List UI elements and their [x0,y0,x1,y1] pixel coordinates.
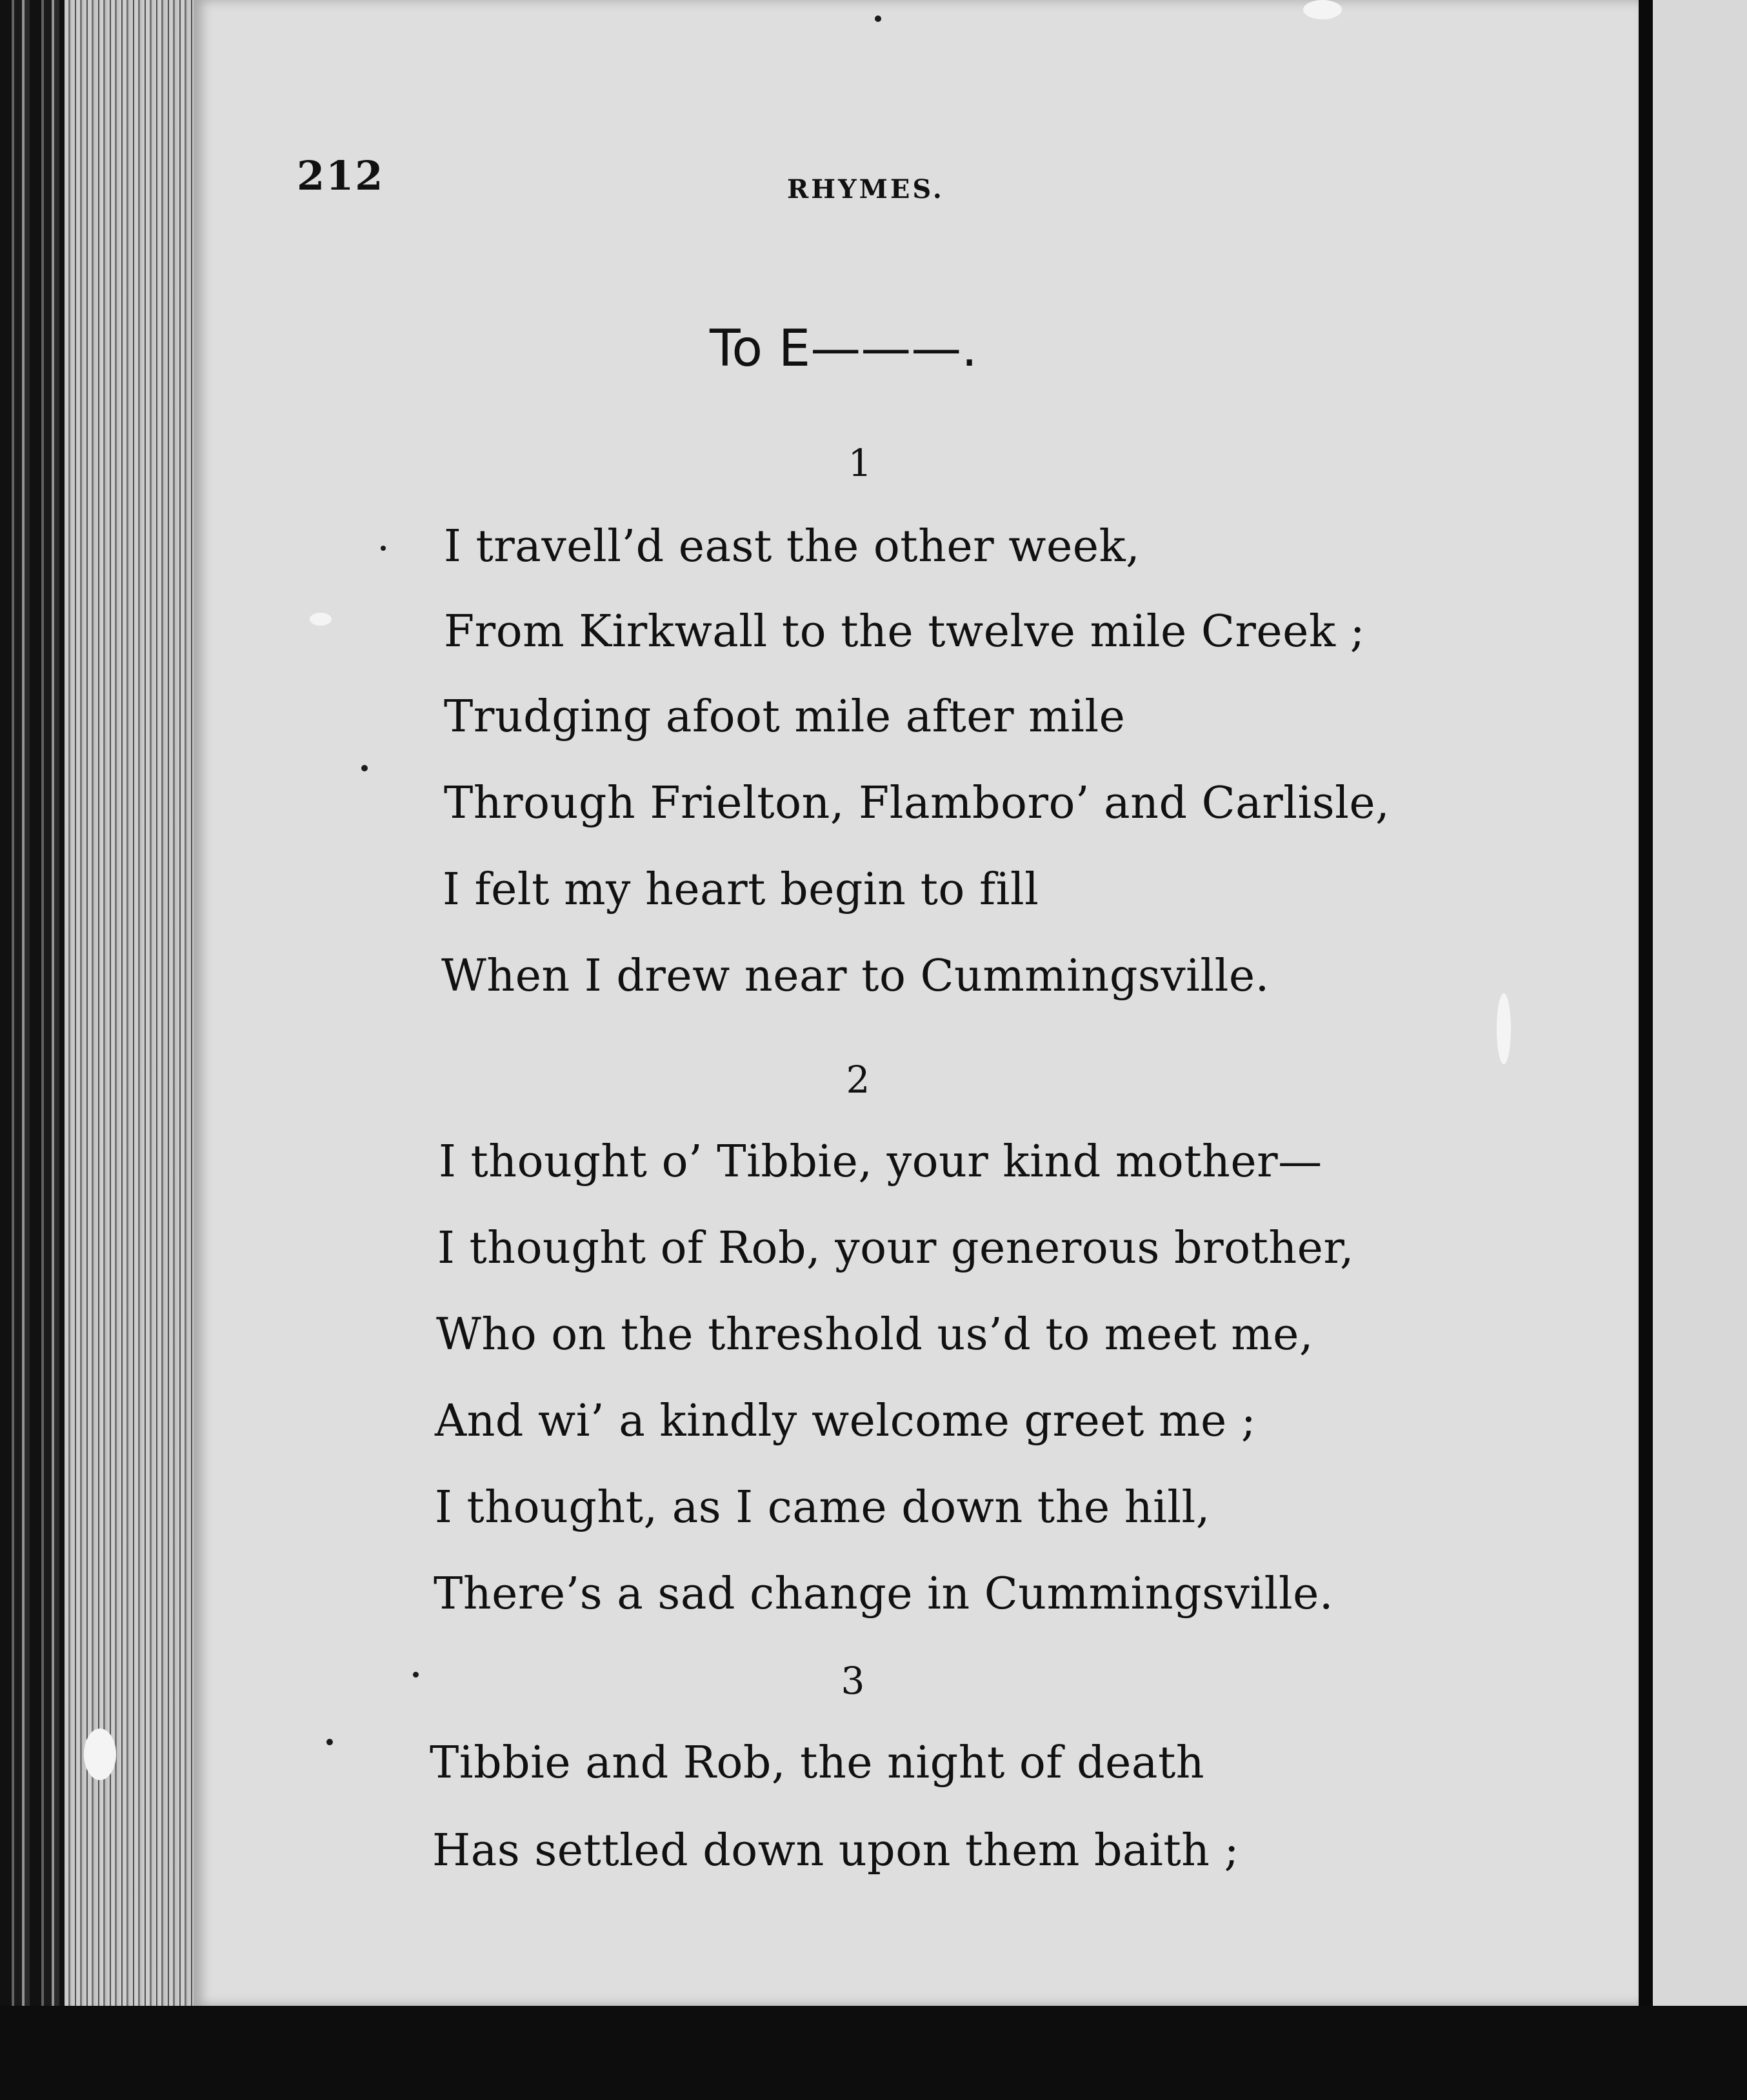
poem-line: Trudging afoot mile after mile [444,691,1126,742]
poem-title: To E———. [710,320,977,378]
poem-line: Tibbie and Rob, the night of death [430,1738,1205,1788]
poem-line: I felt my heart begin to fill [443,864,1039,915]
poem-line: Has settled down upon them baith ; [432,1825,1239,1876]
scan-speck [1303,0,1342,19]
page-stack-edges [65,0,213,2012]
scan-speck [326,1739,333,1745]
poem-line: Through Frielton, Flamboro’ and Carlisle, [444,778,1390,829]
poem-line: I travell’d east the other week, [444,521,1141,572]
scan-speck [84,1729,116,1780]
book-page [194,0,1639,2006]
poem-line: Who on the threshold us’d to meet me, [436,1309,1314,1360]
page-number: 212 [297,152,384,199]
poem-line: I thought o’ Tibbie, your kind mother— [439,1136,1323,1187]
scan-speck [310,613,332,626]
poem-line: When I drew near to Cummingsville. [441,951,1270,1002]
facing-page-edge [1653,0,1747,2006]
scan-border-bottom [0,2006,1747,2100]
running-head: RHYMES. [787,174,944,204]
stanza-number: 3 [841,1659,865,1703]
poem-line: There’s a sad change in Cummingsville. [434,1569,1334,1620]
scan-speck [1497,993,1511,1064]
scan-speck [381,546,386,551]
poem-line: I thought, as I came down the hill, [435,1482,1210,1533]
stanza-number: 1 [848,441,872,485]
poem-line: And wi’ a kindly welcome greet me ; [435,1396,1257,1447]
stanza-number: 2 [846,1058,870,1102]
poem-line: I thought of Rob, your generous brother, [437,1223,1355,1274]
page-gutter-line [1639,0,1653,2025]
scan-speck [361,765,368,771]
scan-speck [413,1672,419,1678]
poem-line: From Kirkwall to the twelve mile Creek ; [444,606,1366,657]
scan-speck [875,15,881,22]
